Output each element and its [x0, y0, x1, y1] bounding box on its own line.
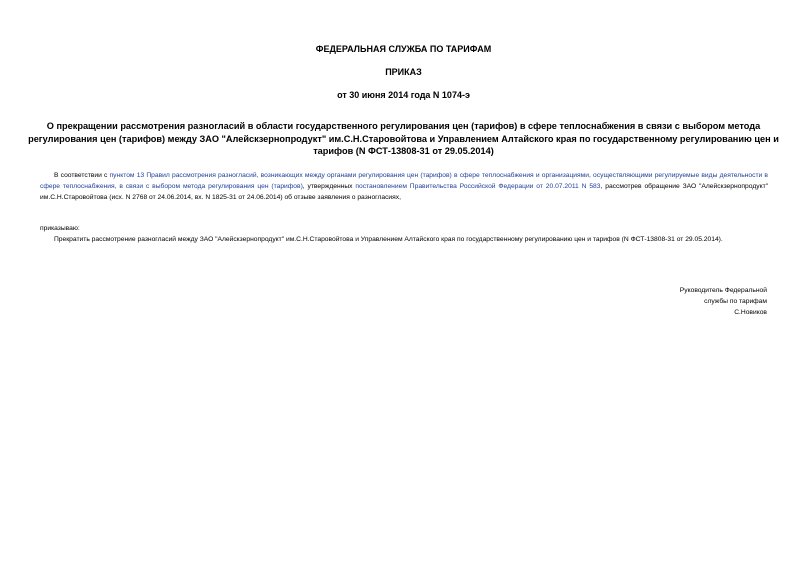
document-date-heading: от 30 июня 2014 года N 1074-э: [337, 90, 470, 100]
preamble-text-middle: , утвержденных: [302, 183, 356, 190]
preamble-paragraph: [40, 170, 768, 203]
order-paragraph: Прекратить рассмотрение разногласий между ЗАО "Алейскзернопродукт" им.С.Н.Старовойтова и Управлением Алтайского края по государственному регулированию цен и тарифов (N ФСТ-13808-31 от 29.05.2014).: [54, 236, 723, 243]
signature-position-line1: Руководитель Федеральной: [679, 287, 767, 294]
signature-name: С.Новиков: [734, 309, 767, 316]
government-decree-link[interactable]: постановлением Правительства Российской Федерации от 20.07.2011 N 583: [355, 183, 601, 190]
preamble-text-end: , рассмотрев обращение ЗАО "Алейскзернопродукт" им.С.Н.Старовойтова (исх. N 2768 от 24.06.2014, вх. N 1825-31 от 24.06.2014) об отзыве заявления о разногласиях,: [40, 183, 769, 201]
rules-clause-link[interactable]: пунктом 13 Правил рассмотрения разногласий, возникающих между органами регулирования цен (тарифов) в сфере теплоснабжения и организациями, осуществляющими регулируемые виды деятельности в сфере теплоснабжения, в связи с выбором метода регулирования цен (тарифов): [40, 172, 768, 190]
agency-heading: ФЕДЕРАЛЬНАЯ СЛУЖБА ПО ТАРИФАМ: [315, 44, 492, 54]
preamble-text-start: В соответствии с: [54, 172, 110, 179]
order-word: приказываю:: [40, 225, 80, 232]
signature-position-line2: службы по тарифам: [704, 298, 767, 305]
document-title: О прекращении рассмотрения разногласий в области государственного регулирования цен (тарифов) в сфере теплоснабжения в связи с выбором метода регулирования цен (тарифов) между ЗАО "Алейскзернопродукт" им.С.Н.Старовойтова и Управлением Алтайского края по государственному регулированию цен и тарифов (N ФСТ-13808-31 от 29.05.2014): [28, 121, 779, 156]
signature-block: [680, 285, 767, 318]
document-type-heading: ПРИКАЗ: [385, 67, 422, 77]
